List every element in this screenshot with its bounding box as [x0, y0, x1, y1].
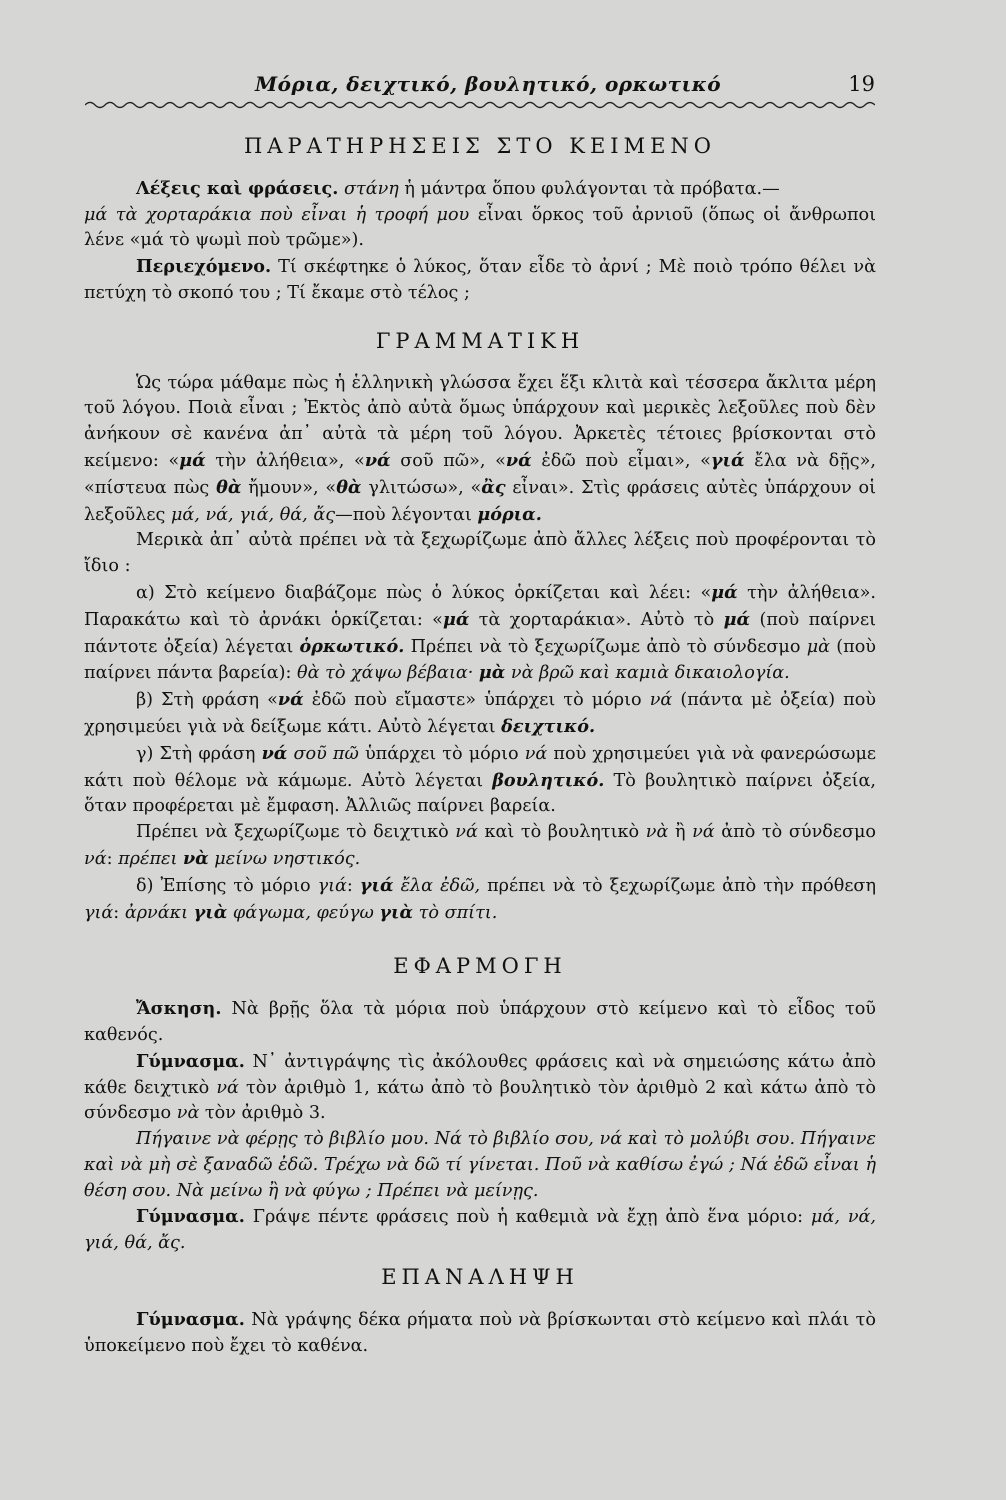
paragraph-distinguish: Μερικὰ ἀπ᾽ αὐτὰ πρέπει νὰ τὰ ξεχωρίζωμε ἀπὸ ἄλλες λέξεις ποὺ προφέρονται τὸ ἴδιο : [84, 530, 876, 577]
paragraph-drill-1: Γύμνασμα. Ν᾽ ἀντιγράψης τὶς ἀκόλουθες φράσεις καὶ νὰ σημειώσης κάτω ἀπὸ κάθε δειχτικὸ νά τὸν ἀριθμὸ 1, κάτω ἀπὸ τὸ βουλητικὸ τὸν ἀριθμὸ 2 καὶ κάτω ἀπὸ τὸ σύνδεσμο νὰ τὸν ἀριθμὸ 3. [84, 1050, 876, 1124]
paragraph-drill-2: Γύμνασμα. Γράψε πέντε φράσεις ποὺ ἡ καθεμιὰ νὰ ἔχῃ ἀπὸ ἕνα μόριο: μά, νά, γιά, θά, ἄς. [84, 1206, 876, 1254]
paragraph-words-phrases: Λέξεις καὶ φράσεις. στάνη ἡ μάντρα ὅπου φυλάγονται τὰ πρόβατα.— μά τὰ χορταράκια ποὺ εἶναι ἡ τροφή μου εἶναι ὅρκος τοῦ ἀρνιοῦ (ὅπως οἱ ἄνθρωποι λένε «μά τὸ ψωμὶ ποὺ τρῶμε»). [84, 177, 876, 251]
paragraph-grammar-intro: Ὡς τώρα μάθαμε πὼς ἡ ἑλληνικὴ γλώσσα ἔχει ἕξι κλιτὰ καὶ τέσσερα ἄκλιτα μέρη τοῦ λόγου. Ποιὰ εἶναι ; Ἐκτὸς ἀπὸ αὐτὰ ὅμως ὑπάρχουν καὶ μερικὲς λεξοῦλες ποὺ δὲν ἀνήκουν σὲ κανένα ἀπ᾽ αὐτὰ τὰ μέρη τοῦ λόγου. Ἀρκετὲς τέτοιες βρίσκονται στὸ κείμενο: «μά τὴν ἀλήθεια», «νά σοῦ πῶ», «νά ἐδῶ ποὺ εἶμαι», «γιά ἔλα νὰ δῇς», «πίστευα πὼς θὰ ἤμουν», «θὰ γλιτώσω», «ἂς εἶναι». Στὶς φράσεις αὐτὲς ὑπάρχουν οἱ λεξοῦλες μά, νά, γιά, θά, ἄς—ποὺ λέγονται μόρια. [84, 372, 877, 525]
paragraph-item-a: α) Στὸ κείμενο διαβάζομε πὼς ὁ λύκος ὁρκίζεται καὶ λέει: «μά τὴν ἀλήθεια». Παρακάτω καὶ τὸ ἀρνάκι ὁρκίζεται: «μά τὰ χορταράκια». Αὐτὸ τὸ μά (ποὺ παίρνει πάντοτε ὀξεία) λέγεται ὁρκωτικό. Πρέπει νὰ τὸ ξεχωρίζωμε ἀπὸ τὸ σύνδεσμο μὰ (ποὺ παίρνει πάντα βαρεία): θὰ τὸ χάψω βέβαια· μὰ νὰ βρῶ καὶ καμιὰ δικαιολογία. [84, 581, 876, 684]
wavy-rule [85, 100, 875, 110]
heading-grammar: ΓΡΑΜΜΑΤΙΚΗ [375, 328, 585, 353]
paragraph-item-d: δ) Ἐπίσης τὸ μόριο γιά: γιά ἔλα ἐδῶ, πρέπει νὰ τὸ ξεχωρίζωμε ἀπὸ τὴν πρόθεση γιά: ἀρνάκι γιὰ φάγωμα, φεύγω γιὰ τὸ σπίτι. [84, 874, 876, 923]
paragraph-item-c: γ) Στὴ φράση νά σοῦ πῶ ὑπάρχει τὸ μόριο νά ποὺ χρησιμεύει γιὰ νὰ φανερώσωμε κάτι ποὺ θέλομε νὰ κάμωμε. Αὐτὸ λέγεται βουλητικό. Τὸ βουλητικὸ παίρνει ὀξεία, ὅταν προφέρεται μὲ ἔμφαση. Ἀλλιῶς παίρνει βαρεία. [84, 742, 877, 817]
page-number: 19 [848, 72, 875, 96]
heading-review: ΕΠΑΝΑΛΗΨΗ [381, 1265, 579, 1290]
heading-observations: ΠΑΡΑΤΗΡΗΣΕΙΣ ΣΤΟ ΚΕΙΜΕΝΟ [243, 134, 717, 158]
running-head [85, 72, 875, 100]
running-title: Μόρια, δειχτικό, βουλητικό, ορκωτικό [255, 72, 722, 96]
paragraph-content: Περιεχόμενο. Τί σκέφτηκε ὁ λύκος, ὅταν εἶδε τὸ ἀρνί ; Μὲ ποιὸ τρόπο θέλει νὰ πετύχη τὸ σκοπό του ; Τί ἔκαμε στὸ τέλος ; [84, 256, 876, 303]
paragraph-exercise: Ἄσκηση. Νὰ βρῇς ὅλα τὰ μόρια ποὺ ὑπάρχουν στὸ κείμενο καὶ τὸ εἶδος τοῦ καθενός. [84, 998, 876, 1045]
heading-application: ΕΦΑΡΜΟΓΗ [393, 954, 567, 979]
paragraph-review-drill: Γύμνασμα. Νὰ γράψης δέκα ρήματα ποὺ νὰ βρίσκωνται στὸ κείμενο καὶ πλάι τὸ ὑποκείμενο ποὺ ἔχει τὸ καθένα. [84, 1308, 876, 1356]
paragraph-item-b: β) Στὴ φράση «νά ἐδῶ ποὺ εἴμαστε» ὑπάρχει τὸ μόριο νά (πάντα μὲ ὀξεία) ποὺ χρησιμεύει γιὰ νὰ δείξωμε κάτι. Αὐτὸ λέγεται δειχτικό. [84, 689, 876, 737]
paragraph-drill-sentences: Πήγαινε νὰ φέρῃς τὸ βιβλίο μου. Νά τὸ βιβλίο σου, νά καὶ τὸ μολύβι σου. Πήγαινε καὶ νὰ μὴ σὲ ξαναδῶ ἐδῶ. Τρέχω νὰ δῶ τί γίνεται. Ποῦ νὰ καθίσω ἐγώ ; Νά ἐδῶ εἶναι ἡ θέση σου. Νὰ μείνω ἢ νὰ φύγω ; Πρέπει νὰ μείνῃς. [84, 1129, 876, 1201]
page-body [84, 130, 876, 1359]
paragraph-item-c-note: Πρέπει νὰ ξεχωρίζωμε τὸ δειχτικὸ νά καὶ τὸ βουλητικὸ νὰ ἢ νά ἀπὸ τὸ σύνδεσμο νά: πρέπει νὰ μείνω νηστικός. [84, 822, 877, 869]
